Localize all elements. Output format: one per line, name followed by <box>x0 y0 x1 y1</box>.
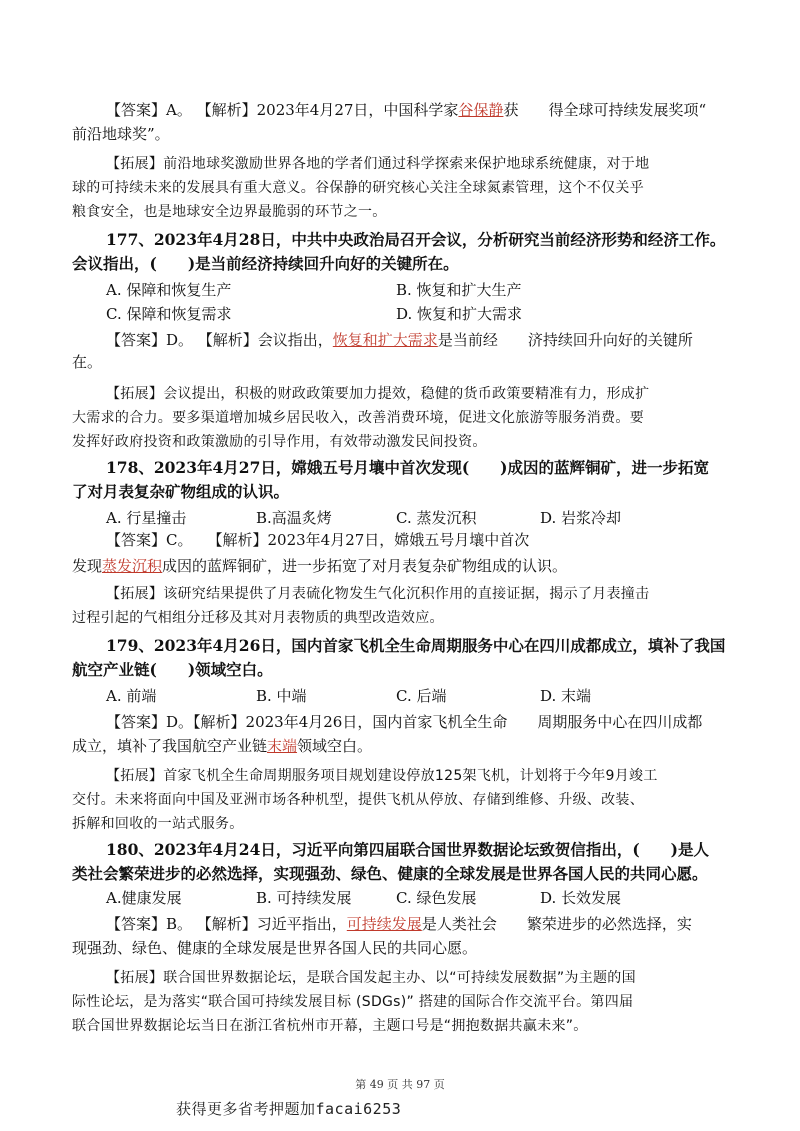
extension-180-line3: 联合国世界数据论坛当日在浙江省杭州市开幕，主题口号是“拥抱数据共赢未来”。 <box>72 1018 588 1034</box>
extension-179-line3: 拆解和回收的一站式服务。 <box>72 816 244 832</box>
extension-179-line1: 【拓展】首家飞机全生命周期服务项目规划建设停放125架飞机，计划将于今年9月竣工 <box>106 768 658 784</box>
option-179-b: B. 中端 <box>256 687 307 705</box>
option-179-a: A. 前端 <box>106 687 157 705</box>
answer-180-line2: 现强劲、绿色、健康的全球发展是世界各国人民的共同心愿。 <box>72 939 478 957</box>
option-180-d: D. 长效发展 <box>540 889 622 907</box>
question-180-line1: 180、2023年4月24日，习近平向第四届联合国世界数据论坛致贺信指出，( )是人 <box>106 840 710 859</box>
option-178-a: A. 行星撞击 <box>106 509 187 527</box>
extension-176-line2: 球的可持续未来的发展具有重大意义。谷保静的研究核心关注全球氮素管理，这个不仅关乎 <box>72 180 644 196</box>
option-179-c: C. 后端 <box>396 687 447 705</box>
extension-177-line3: 发挥好政府投资和政策激励的引导作用，有效带动激发民间投资。 <box>72 434 487 450</box>
option-177-c: C. 保障和恢复需求 <box>106 305 232 323</box>
option-177-a: A. 保障和恢复生产 <box>106 281 232 299</box>
question-179-line2: 航空产业链( )领域空白。 <box>72 660 273 679</box>
extension-180-line1: 【拓展】联合国世界数据论坛，是联合国发起主办、以“可持续发展数据”为主题的国 <box>106 970 636 986</box>
extension-176-line1: 【拓展】前沿地球奖激励世界各地的学者们通过科学探索来保护地球系统健康，对于地 <box>106 156 650 172</box>
promo-text: 获得更多省考押题加facai6253 <box>176 1100 402 1118</box>
question-178-line1: 178、2023年4月27日，嫦娥五号月壤中首次发现( )成因的蓝辉铜矿，进一步拓宽 <box>106 458 710 477</box>
answer-178-highlight: 蒸发沉积 <box>102 557 163 575</box>
answer-178-line2: 发现蒸发沉积成因的蓝辉铜矿，进一步拓宽了对月表复杂矿物组成的认识。 <box>72 557 568 575</box>
question-177-line2: 会议指出，( )是当前经济持续回升向好的关键所在。 <box>72 254 459 273</box>
option-177-b: B. 恢复和扩大生产 <box>396 281 522 299</box>
extension-178-line1: 【拓展】该研究结果提供了月表硫化物发生气化沉积作用的直接证据，揭示了月表撞击 <box>106 586 650 602</box>
answer-180-line1: 【答案】B。 【解析】习近平指出，可持续发展是人类社会 繁荣进步的必然选择，实 <box>106 915 692 933</box>
answer-178-line1: 【答案】C。 【解析】2023年4月27日，嫦娥五号月壤中首次 <box>106 531 530 549</box>
extension-180-line2: 际性论坛，是为落实“联合国可持续发展目标 (SDGs)” 搭建的国际合作交流平台。第四届 <box>72 994 634 1010</box>
answer-176-line1: 【答案】A。 【解析】2023年4月27日，中国科学家谷保静获 得全球可持续发展奖项“ <box>106 101 707 119</box>
extension-179-line2: 交付。未来将面向中国及亚洲市场各种机型，提供飞机从停放、存储到维修、升级、改装、 <box>72 792 644 808</box>
option-180-c: C. 绿色发展 <box>396 889 477 907</box>
option-178-d: D. 岩浆冷却 <box>540 509 622 527</box>
question-180-line2: 类社会繁荣进步的必然选择，实现强劲、绿色、健康的全球发展是世界各国人民的共同心愿。 <box>72 864 708 883</box>
answer-179-highlight: 末端 <box>267 737 298 755</box>
extension-177-line2: 大需求的合力。要多渠道增加城乡居民收入，改善消费环境，促进文化旅游等服务消费。要 <box>72 410 644 426</box>
answer-179-line2: 成立，填补了我国航空产业链末端领域空白。 <box>72 737 373 755</box>
answer-179-line1: 【答案】D。【解析】2023年4月26日，国内首家飞机全生命 周期服务中心在四川成都 <box>106 713 703 731</box>
question-178-line2: 了对月表复杂矿物组成的认识。 <box>72 482 290 501</box>
option-180-a: A.健康发展 <box>106 889 182 907</box>
answer-177-line2: 在。 <box>72 353 103 371</box>
question-177-line1: 177、2023年4月28日，中共中央政治局召开会议，分析研究当前经济形势和经济工作。 <box>106 230 726 249</box>
extension-177-line1: 【拓展】会议提出，积极的财政政策要加力提效，稳健的货币政策要精准有力，形成扩 <box>106 386 650 402</box>
option-177-d: D. 恢复和扩大需求 <box>396 305 523 323</box>
question-179-line1: 179、2023年4月26日，国内首家飞机全生命周期服务中心在四川成都成立，填补了我国 <box>106 636 726 655</box>
option-178-c: C. 蒸发沉积 <box>396 509 477 527</box>
answer-180-highlight: 可持续发展 <box>346 915 422 933</box>
answer-177-line1: 【答案】D。 【解析】会议指出，恢复和扩大需求是当前经 济持续回升向好的关键所 <box>106 331 693 349</box>
answer-176-line2: 前沿地球奖”。 <box>72 125 170 143</box>
page-number: 第 49 页 共 97 页 <box>355 1078 445 1091</box>
extension-176-line3: 粮食安全，也是地球安全边界最脆弱的环节之一。 <box>72 204 387 220</box>
answer-177-highlight: 恢复和扩大需求 <box>332 331 438 349</box>
extension-178-line2: 过程引起的气相组分迁移及其对月表物质的典型改造效应。 <box>72 610 444 626</box>
option-179-d: D. 末端 <box>540 687 592 705</box>
option-178-b: B.高温炙烤 <box>256 509 332 527</box>
option-180-b: B. 可持续发展 <box>256 889 352 907</box>
answer-176-highlight: 谷保静 <box>458 101 504 119</box>
